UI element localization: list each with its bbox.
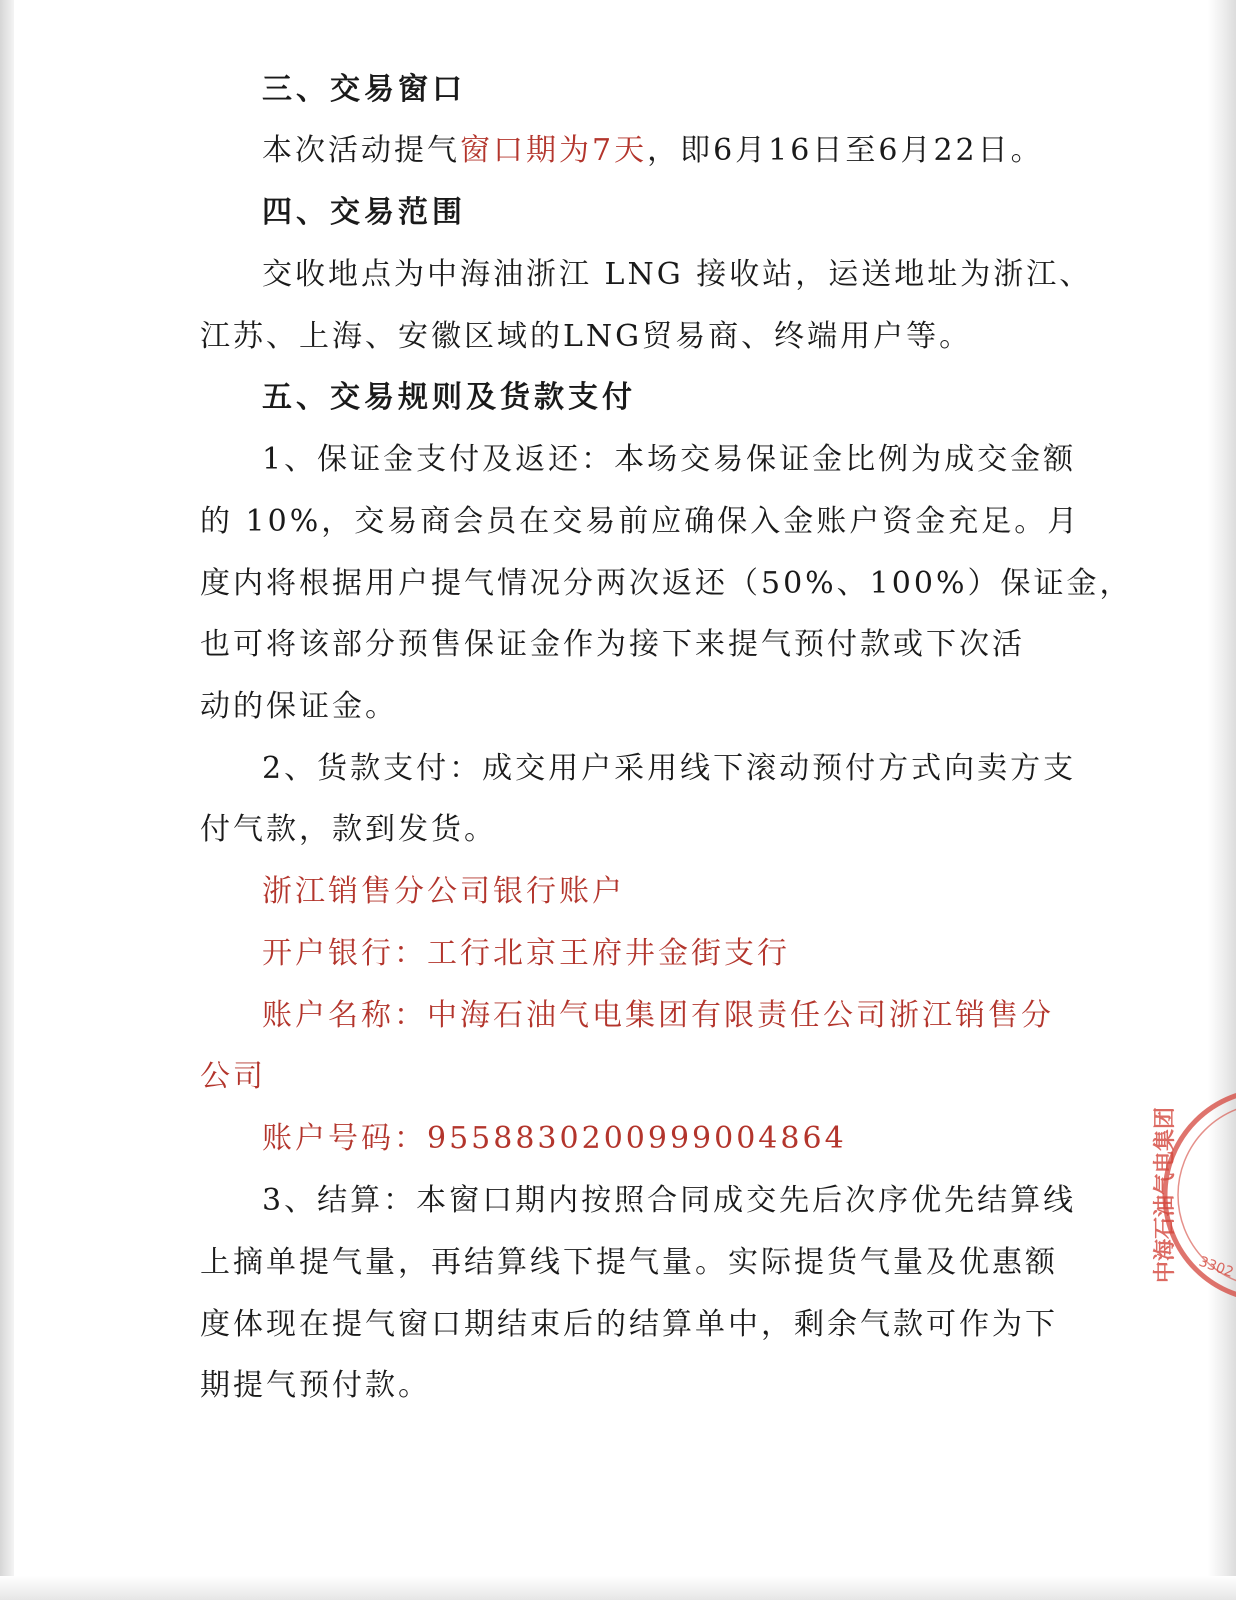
section5-heading: 五、交易规则及货款支付 <box>262 380 636 415</box>
item3-line-2: 上摘单提气量，再结算线下提气量。实际提货气量及优惠额 <box>200 1245 1058 1280</box>
item2-line-2: 付气款，款到发货。 <box>200 812 497 847</box>
seal-text: 中海石油气电集团 <box>1153 1106 1178 1284</box>
item1-line-5: 动的保证金。 <box>200 689 398 724</box>
section4-line-2: 江苏、上海、安徽区域的LNG贸易商、终端用户等。 <box>200 319 973 354</box>
window-period-highlight: 窗口期为7天 <box>460 133 648 168</box>
section3-body <box>262 131 1044 171</box>
item2-line-1: 2、货款支付：成交用户采用线下滚动预付方式向卖方支 <box>262 751 1077 786</box>
seal-number: 3302 <box>1196 1253 1236 1281</box>
section3-body-post: ，即6月16日至6月22日。 <box>647 133 1044 168</box>
section4-line-1: 交收地点为中海油浙江 LNG 接收站，运送地址为浙江、 <box>262 257 1093 292</box>
account-name-line-2: 公司 <box>200 1059 266 1094</box>
item1-line-3: 度内将根据用户提气情况分两次返还（50%、100%）保证金， <box>200 566 1133 601</box>
section3-body-pre: 本次活动提气 <box>262 133 460 168</box>
account-number-line: 账户号码：9558830200999004864 <box>262 1121 847 1156</box>
item1-line-2: 的 10%，交易商会员在交易前应确保入金账户资金充足。月 <box>200 504 1081 539</box>
item1-line-1: 1、保证金支付及返还：本场交易保证金比例为成交金额 <box>262 442 1077 477</box>
section3-heading: 三、交易窗口 <box>262 72 466 107</box>
bank-account-title: 浙江销售分公司银行账户 <box>262 874 625 909</box>
item3-line-1: 3、结算：本窗口期内按照合同成交先后次序优先结算线 <box>262 1183 1077 1218</box>
section4-heading: 四、交易范围 <box>262 195 466 230</box>
item1-line-4: 也可将该部分预售保证金作为接下来提气预付款或下次活 <box>200 627 1025 662</box>
bank-name-line: 开户银行：工行北京王府井金街支行 <box>262 936 790 971</box>
item3-line-4: 期提气预付款。 <box>200 1368 431 1403</box>
account-name-line-1: 账户名称：中海石油气电集团有限责任公司浙江销售分 <box>262 998 1054 1033</box>
company-seal-stamp <box>1150 1075 1236 1315</box>
item3-line-3: 度体现在提气窗口期结束后的结算单中，剩余气款可作为下 <box>200 1307 1058 1342</box>
